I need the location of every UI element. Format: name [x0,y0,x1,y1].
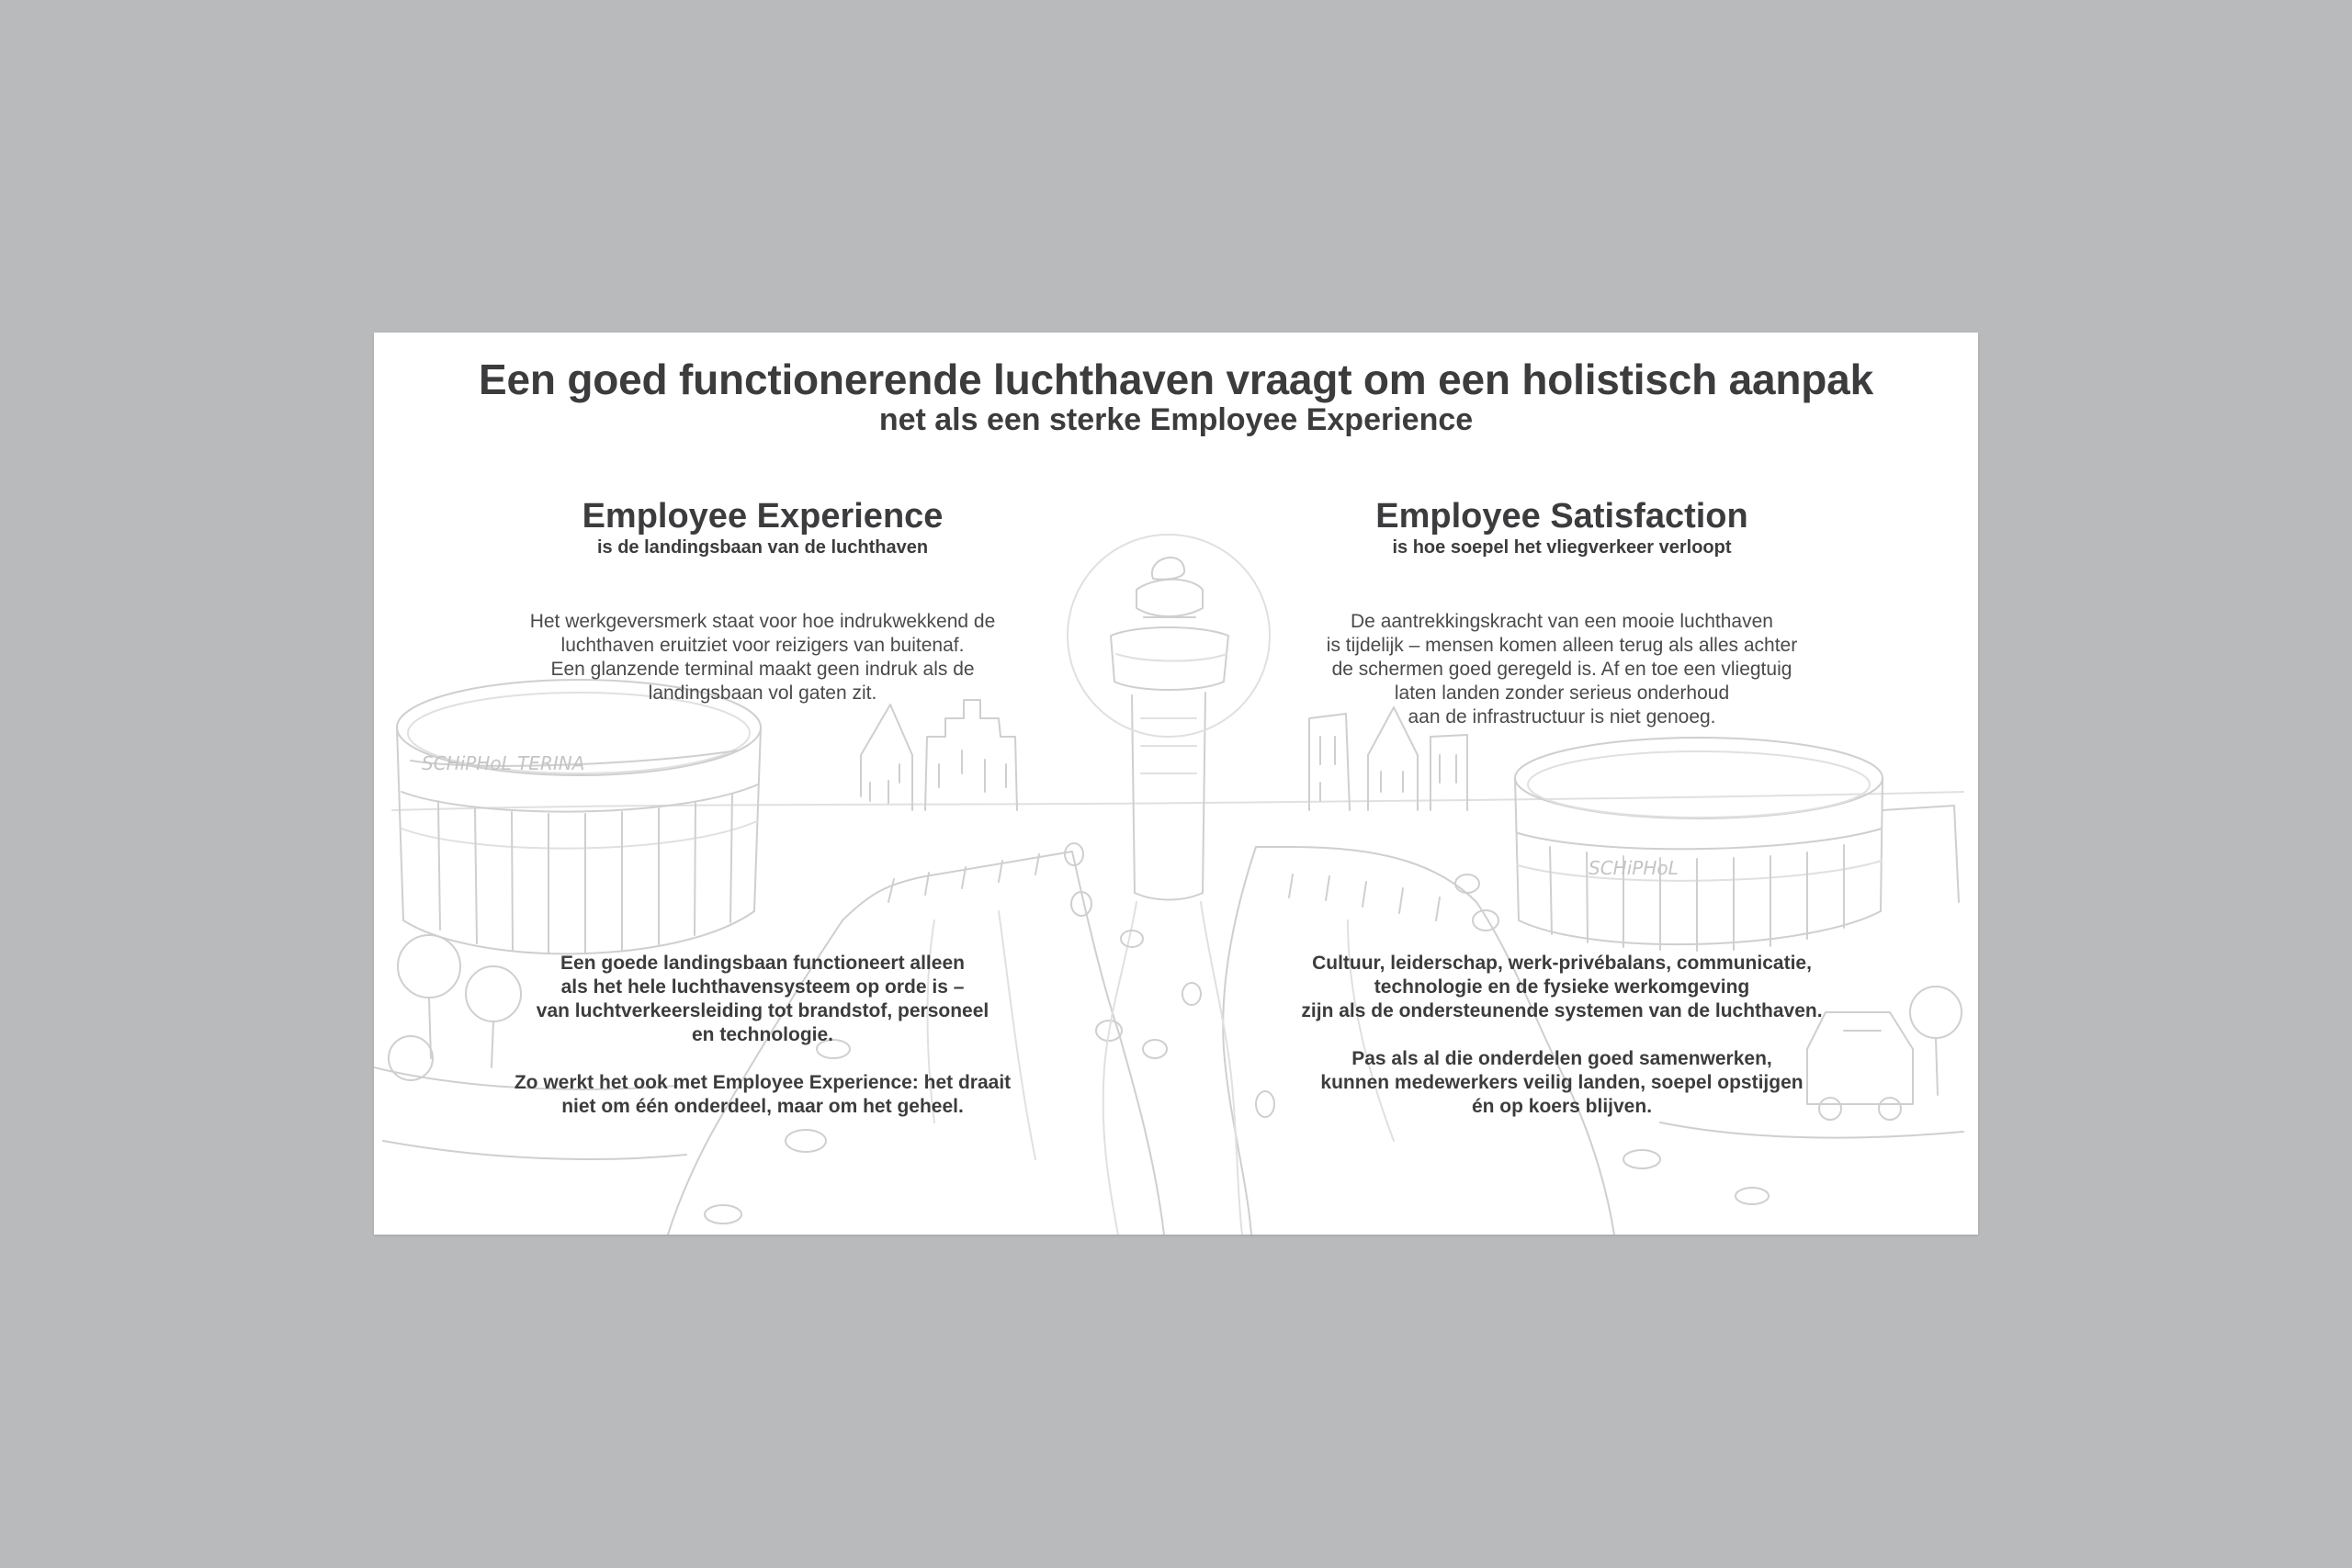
left-terminal-label: SCHiPHoL TERINA [422,752,585,774]
body-line: Pas als al die onderdelen goed samenwerken, [1351,1048,1772,1069]
intro-line: landingsbaan vol gaten zit. [648,682,877,704]
intro-line: luchthaven eruitziet voor reizigers van buitenaf. [560,635,965,656]
intro-line: de schermen goed geregeld is. Af en toe een vliegtuig [1331,659,1792,680]
employee-experience-intro [478,610,1047,705]
control-tower-sketch [1068,535,1270,900]
intro-line: aan de infrastructuur is niet genoeg. [1408,706,1716,728]
employee-satisfaction-body [1259,952,1865,1119]
employee-satisfaction-heading-block [1360,496,1764,558]
right-terminal-sketch [1515,738,1959,951]
body-line: en technologie. [691,1024,833,1045]
employee-satisfaction-heading: Employee Satisfaction [1375,497,1748,536]
body-line: niet om één onderdeel, maar om het geheel. [561,1096,964,1117]
employee-satisfaction-intro [1268,610,1856,729]
employee-experience-body [478,952,1047,1119]
employee-experience-heading: Employee Experience [582,497,944,536]
body-line: Cultuur, leiderschap, werk-privébalans, communicatie, [1312,953,1812,974]
body-line: zijn als de ondersteunende systemen van de luchthaven. [1301,1000,1823,1021]
employee-satisfaction-subheading: is hoe soepel het vliegverkeer verloopt [1392,537,1732,558]
body-line: kunnen medewerkers veilig landen, soepel opstijgen [1320,1072,1804,1093]
body-line: technologie en de fysieke werkomgeving [1374,976,1750,998]
body-line: Zo werkt het ook met Employee Experience: het draait [514,1072,1012,1093]
page-subtitle: net als een sterke Employee Experience [878,402,1474,437]
intro-line: Een glanzende terminal maakt geen indruk als de [550,659,975,680]
infographic-card [374,333,1978,1235]
body-line: van luchtverkeersleiding tot brandstof, personeel [536,1000,989,1021]
intro-line: Het werkgeversmerk staat voor hoe indrukwekkend de [529,611,996,632]
center-road-sketch [1103,902,1242,1235]
body-line: én op koers blijven. [1471,1096,1653,1117]
page-title: Een goed functionerende luchthaven vraagt om een holistisch aanpak [479,355,1873,403]
left-houses-sketch [861,700,1017,810]
intro-line: laten landen zonder serieus onderhoud [1394,682,1730,704]
left-terminal-sketch [397,680,761,953]
employee-experience-subheading: is de landingsbaan van de luchthaven [596,537,929,558]
body-line: als het hele luchthavensysteem op orde is – [560,976,965,998]
right-terminal-label: SCHiPHoL [1589,857,1679,879]
body-line: Een goede landingsbaan functioneert alleen [560,953,965,974]
intro-line: is tijdelijk – mensen komen alleen terug als alles achter [1326,635,1798,656]
intro-line: De aantrekkingskracht van een mooie luchthaven [1351,611,1773,632]
employee-experience-heading-block [570,496,956,558]
